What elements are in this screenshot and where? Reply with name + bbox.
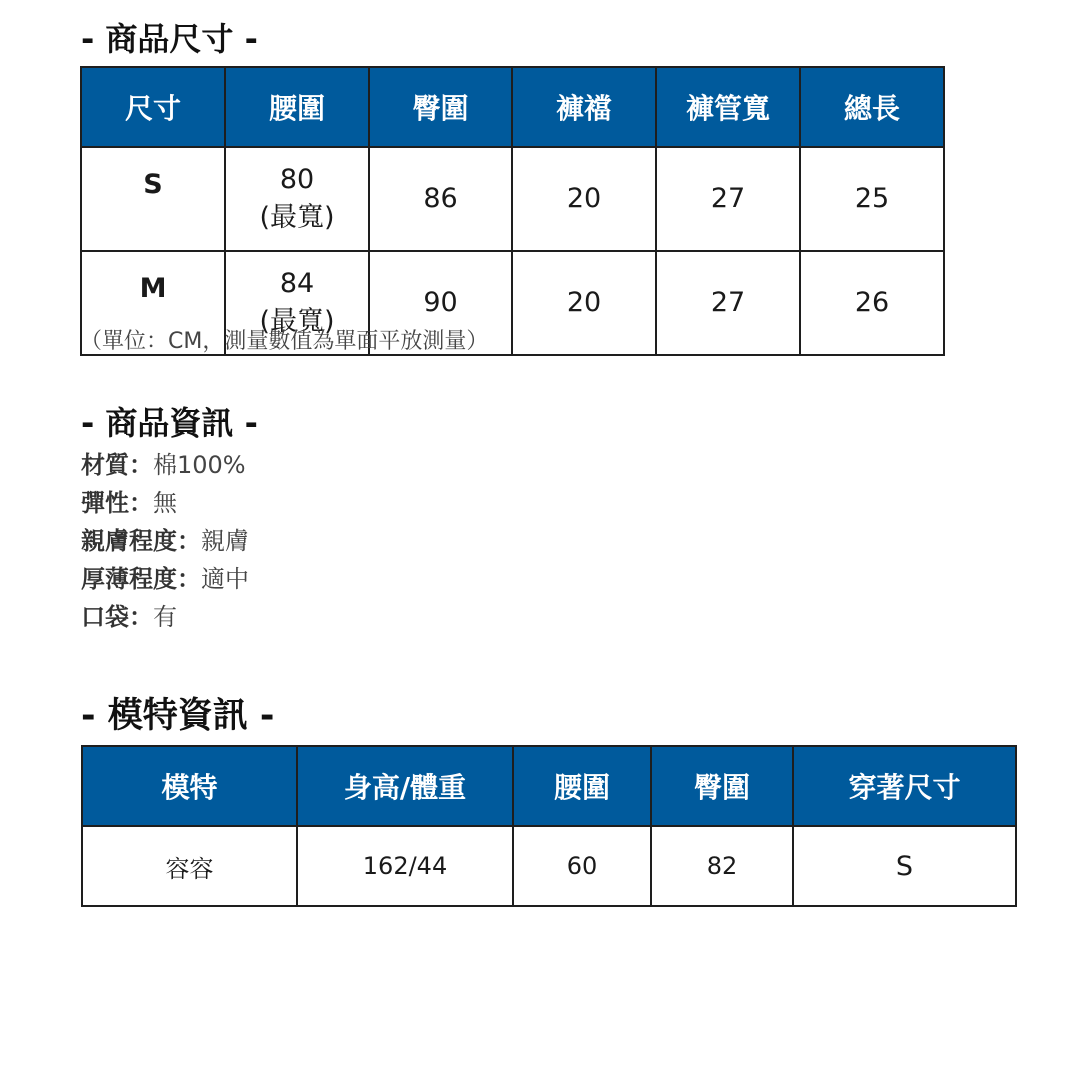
hip-cell: 90	[369, 251, 512, 355]
info-item-pocket	[81, 598, 249, 636]
info-section-title: - 商品資訊 -	[81, 404, 258, 442]
info-value: 有	[153, 603, 177, 631]
waist-note: (最寬)	[259, 306, 335, 337]
header-worn-size: 穿著尺寸	[793, 746, 1016, 826]
hip-cell: 86	[369, 147, 512, 251]
length-cell: 25	[800, 147, 944, 251]
size-table-header-row	[81, 67, 944, 147]
length-cell: 26	[800, 251, 944, 355]
header-length: 總長	[800, 67, 944, 147]
info-item-material	[81, 446, 249, 484]
waist-value: 80	[279, 164, 315, 195]
info-key: 材質：	[81, 451, 153, 479]
rise-cell: 20	[512, 147, 656, 251]
waist-cell: 60	[513, 826, 651, 906]
info-item-thickness	[81, 560, 249, 598]
worn-size-cell: S	[793, 826, 1016, 906]
rise-cell: 20	[512, 251, 656, 355]
size-cell: M	[81, 251, 225, 355]
info-item-elasticity	[81, 484, 249, 522]
header-model: 模特	[82, 746, 297, 826]
measurement-note: （單位：CM，測量數值為單面平放測量）	[80, 329, 489, 354]
size-section-title: - 商品尺寸 -	[81, 20, 258, 58]
header-size: 尺寸	[81, 67, 225, 147]
height-weight-cell: 162/44	[297, 826, 513, 906]
table-row	[81, 147, 944, 251]
leg-width-cell: 27	[656, 251, 800, 355]
waist-note: (最寬)	[259, 202, 335, 233]
info-item-skin-friendly	[81, 522, 249, 560]
header-height-weight: 身高/體重	[297, 746, 513, 826]
header-hip: 臀圍	[651, 746, 793, 826]
info-key: 彈性：	[81, 489, 153, 517]
info-key: 親膚程度：	[81, 527, 201, 555]
leg-width-cell: 27	[656, 147, 800, 251]
header-waist: 腰圍	[225, 67, 369, 147]
info-value: 親膚	[201, 527, 249, 555]
product-info-list	[81, 446, 249, 636]
size-table	[80, 66, 945, 356]
info-value: 無	[153, 489, 177, 517]
header-leg-width: 褲管寬	[656, 67, 800, 147]
hip-cell: 82	[651, 826, 793, 906]
info-value: 棉100%	[153, 451, 246, 479]
table-row	[82, 826, 1016, 906]
waist-cell	[225, 147, 369, 251]
info-key: 厚薄程度：	[81, 565, 201, 593]
info-key: 口袋：	[81, 603, 153, 631]
model-section-title: - 模特資訊 -	[81, 696, 275, 736]
header-rise: 褲襠	[512, 67, 656, 147]
waist-value: 84	[279, 268, 315, 299]
size-cell: S	[81, 147, 225, 251]
model-table	[81, 745, 1017, 907]
model-table-header-row	[82, 746, 1016, 826]
model-name-cell: 容容	[82, 826, 297, 906]
header-waist: 腰圍	[513, 746, 651, 826]
header-hip: 臀圍	[369, 67, 512, 147]
info-value: 適中	[201, 565, 249, 593]
